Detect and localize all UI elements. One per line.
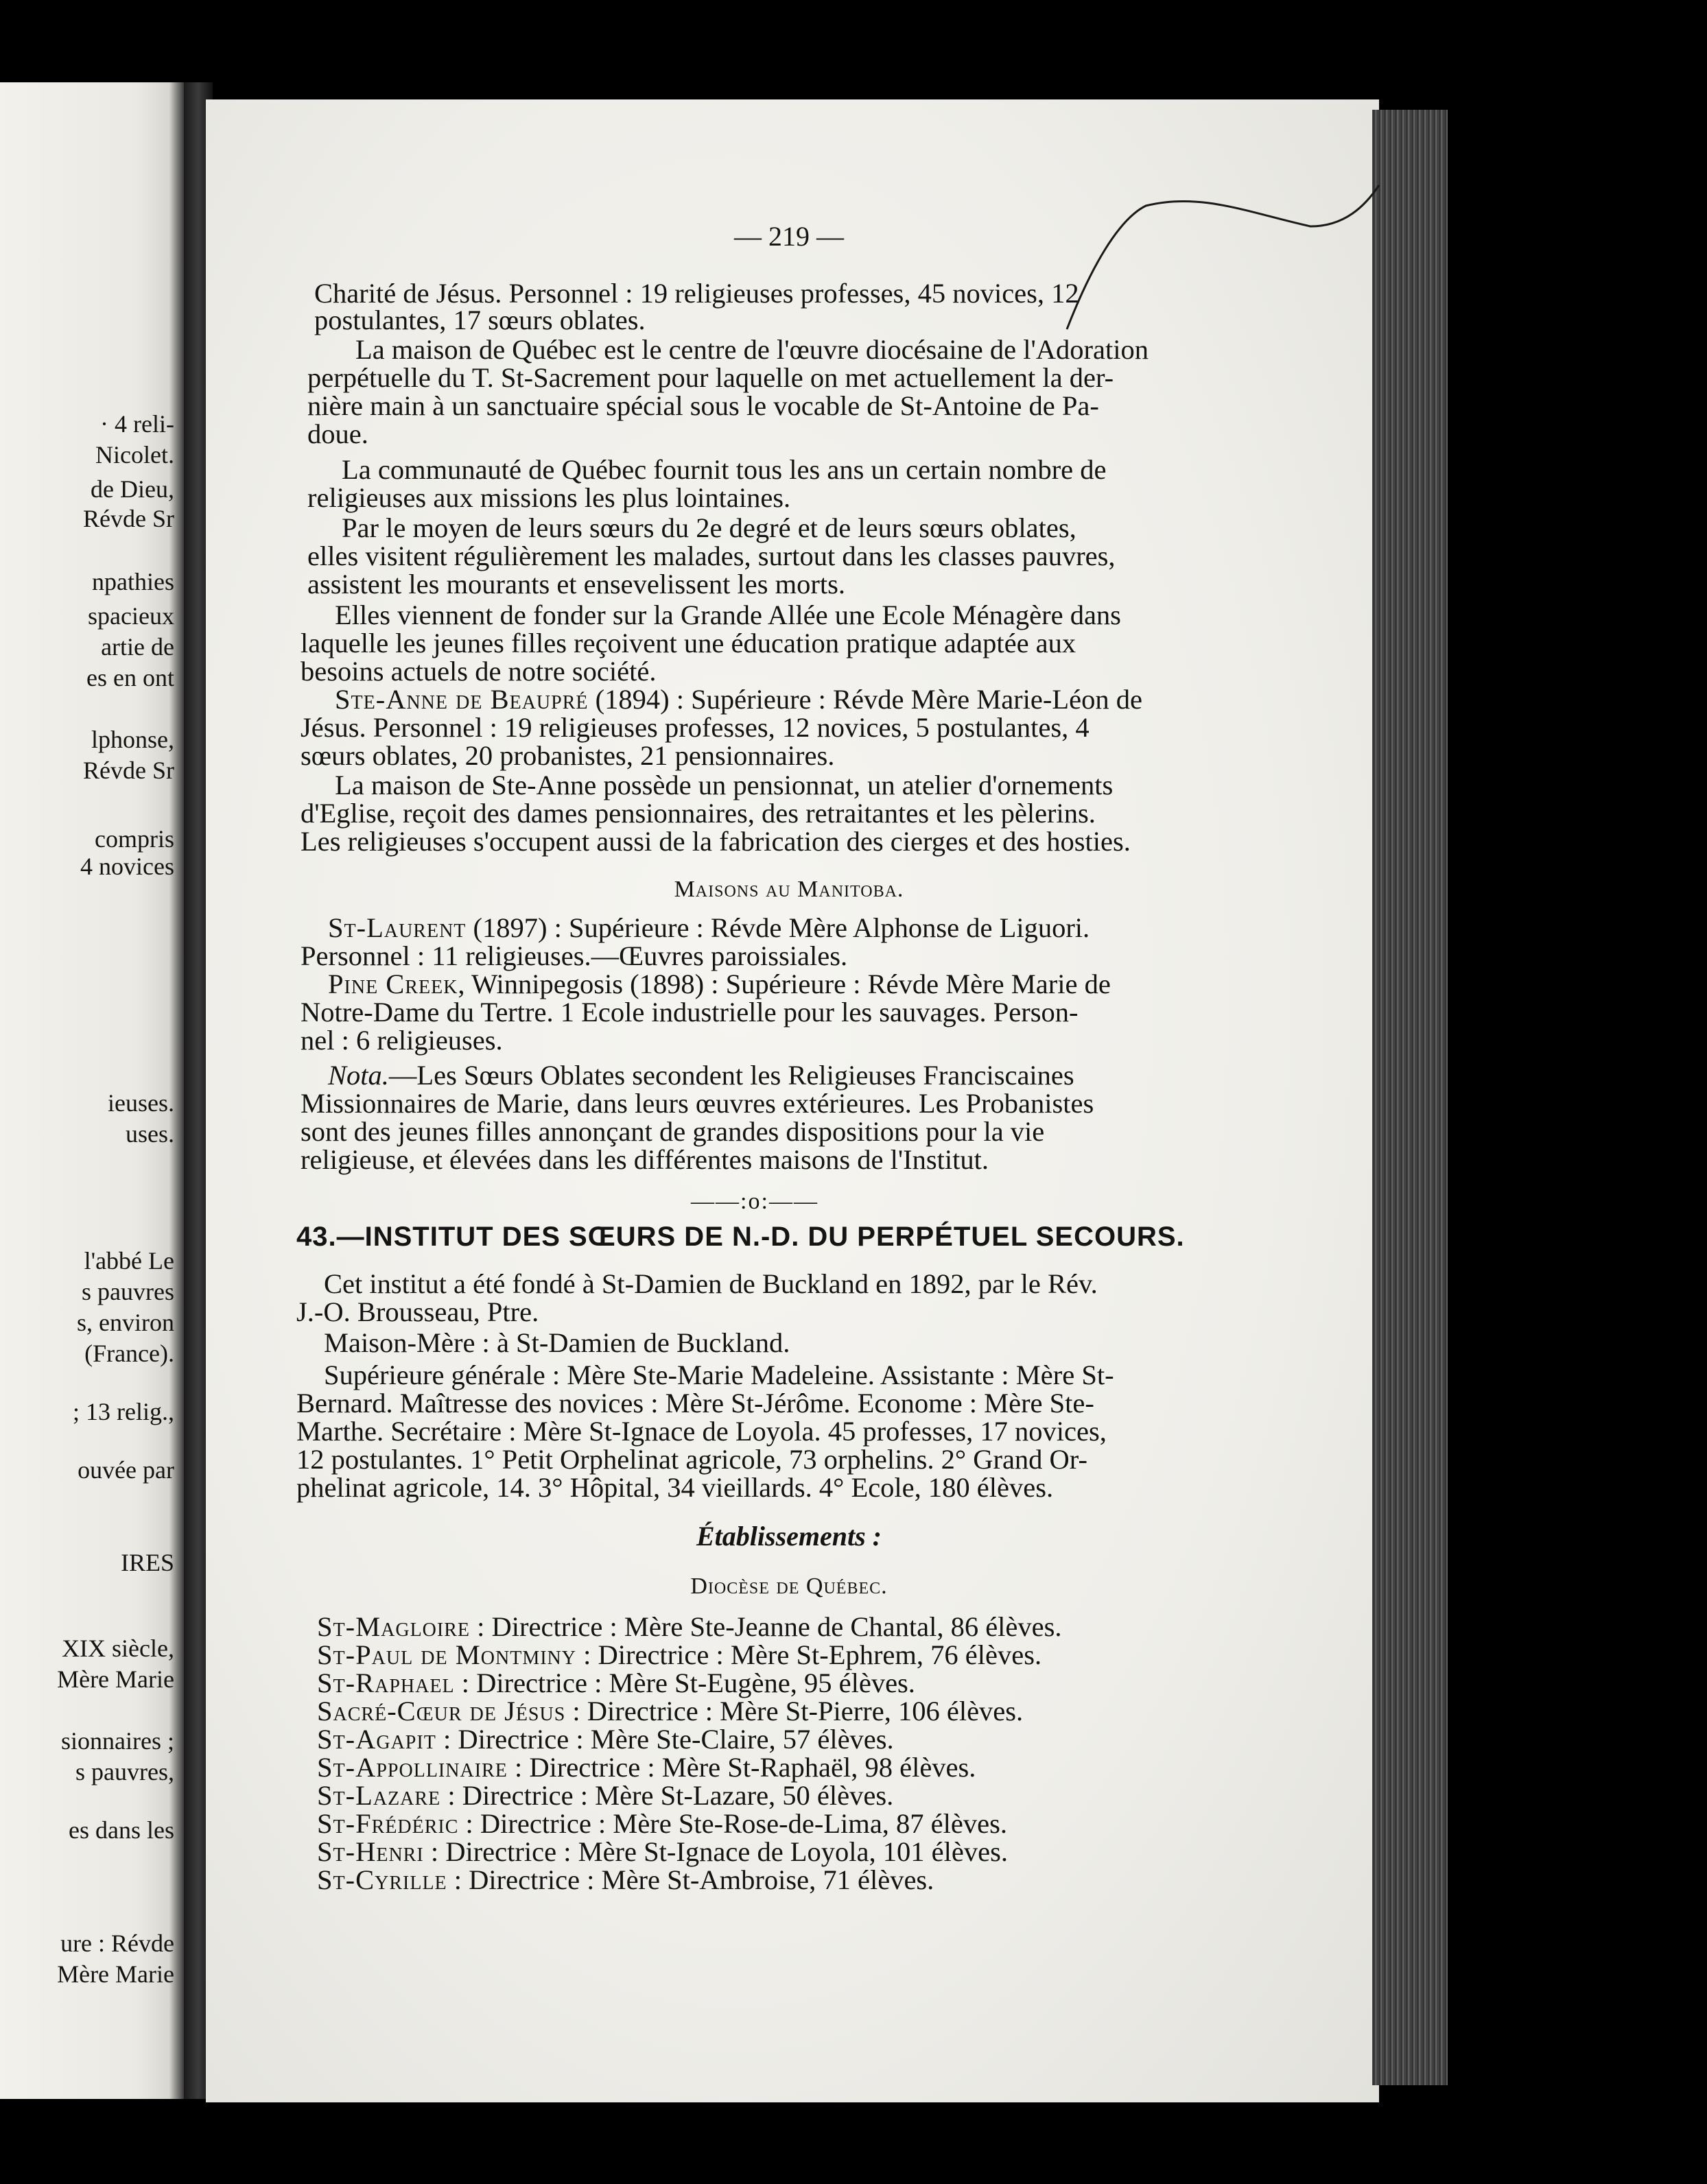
left-fragment: l'abbé Le (84, 1247, 174, 1274)
left-fragment: es dans les (69, 1816, 174, 1844)
school-line (317, 1782, 893, 1810)
left-fragment: IRES (120, 1549, 174, 1576)
school-line (317, 1641, 1041, 1670)
text-line: sont des jeunes filles annonçant de grandes dispositions pour la vie (301, 1116, 1045, 1147)
text-line: religieuse, et élevées dans les différentes maisons de l'Institut. (301, 1144, 989, 1175)
text-span: : Directrice : Mère Ste-Jeanne de Chantal, 86 élèves. (470, 1611, 1062, 1642)
diocese-heading: Diocèse de Québec. (690, 1574, 888, 1599)
text-line: Jésus. Personnel : 19 religieuses professes, 12 novices, 5 postulantes, 4 (301, 712, 1090, 743)
text-line: nière main à un sanctuaire spécial sous le vocable de St-Antoine de Pa- (307, 390, 1099, 421)
place-name: St-Lazare (317, 1780, 441, 1811)
left-fragment: uses. (126, 1120, 174, 1148)
text-line (335, 686, 1142, 714)
left-fragment: compris (95, 825, 174, 853)
text-span: : Directrice : Mère Ste-Rose-de-Lima, 87 élèves. (458, 1808, 1007, 1839)
school-line (317, 1726, 894, 1754)
school-line (317, 1754, 976, 1782)
text-span: : Directrice : Mère St-Ephrem, 76 élèves. (576, 1639, 1042, 1670)
left-fragment: s pauvres (82, 1278, 174, 1305)
section-heading: Maisons au Manitoba. (674, 877, 904, 902)
page-edges (1372, 110, 1453, 2085)
etablissements-heading: Établissements : (696, 1521, 882, 1552)
left-fragment: · 4 reli- (100, 410, 174, 438)
text-line: sœurs oblates, 20 probanistes, 21 pensionnaires. (301, 740, 835, 771)
left-fragment: Mère Marie (57, 1665, 174, 1693)
left-fragment: Mère Marie (57, 1960, 174, 1988)
nota-label: Nota. (328, 1060, 389, 1091)
left-facing-page (0, 82, 184, 2099)
text-line: doue. (307, 418, 368, 449)
place-name: St-Henri (317, 1836, 424, 1867)
text-line: elles visitent régulièrement les malades, surtout dans les classes pauvres, (307, 541, 1116, 571)
place-name: St-Laurent (328, 912, 467, 943)
left-fragment: (France). (84, 1340, 174, 1367)
text-span: : Directrice : Mère St-Pierre, 106 élèves. (565, 1696, 1024, 1726)
text-line: Bernard. Maîtresse des novices : Mère St-Jérôme. Econome : Mère Ste- (296, 1388, 1094, 1419)
place-name: St-Appollinaire (317, 1752, 508, 1783)
school-line (317, 1810, 1007, 1838)
school-line (317, 1698, 1023, 1726)
place-name: Pine Creek (328, 969, 458, 999)
left-fragment: de Dieu, (91, 475, 174, 503)
place-name: Ste-Anne de Beaupré (335, 684, 589, 715)
place-name: St-Magloire (317, 1611, 470, 1642)
place-name: St-Paul de Montminy (317, 1639, 576, 1670)
text-line: d'Eglise, reçoit des dames pensionnaires, des retraitantes et les pèlerins. (301, 798, 1096, 829)
school-line (317, 1613, 1062, 1641)
school-line (317, 1667, 915, 1698)
left-fragment: Révde Sr (83, 505, 174, 532)
text-line: Maison-Mère : à St-Damien de Buckland. (324, 1327, 790, 1358)
text-line (328, 1062, 1074, 1090)
text-line: nel : 6 religieuses. (301, 1025, 503, 1056)
school-line (317, 1838, 1008, 1866)
text-line: J.-O. Brousseau, Ptre. (296, 1296, 539, 1327)
text-line: Par le moyen de leurs sœurs du 2e degré et de leurs sœurs oblates, (342, 512, 1076, 543)
text-span: : Directrice : Mère St-Ambroise, 71 élèves. (447, 1864, 934, 1895)
text-span: (1894) : Supérieure : Révde Mère Marie-Léon de (588, 684, 1142, 715)
left-fragment: s pauvres, (75, 1758, 174, 1785)
text-line: besoins actuels de notre société. (301, 656, 657, 687)
left-fragment: artie de (101, 633, 174, 661)
text-line: religieuses aux missions les plus lointaines. (307, 482, 791, 513)
left-fragment: ouvée par (78, 1456, 174, 1484)
text-line: Marthe. Secrétaire : Mère St-Ignace de Loyola. 45 professes, 17 novices, (296, 1416, 1107, 1447)
left-fragment: ure : Révde (60, 1930, 174, 1957)
text-line: laquelle les jeunes filles reçoivent une éducation pratique adaptée aux (301, 628, 1076, 658)
text-line: La maison de Québec est le centre de l'œuvre diocésaine de l'Adoration (355, 334, 1149, 365)
text-line: phelinat agricole, 14. 3° Hôpital, 34 vieillards. 4° Ecole, 180 élèves. (296, 1472, 1054, 1503)
text-span: : Directrice : Mère St-Raphaël, 98 élèves. (507, 1752, 976, 1783)
left-fragment: ieuses. (108, 1089, 174, 1117)
text-span: : Directrice : Mère St-Eugène, 95 élèves. (454, 1667, 915, 1698)
text-line: Notre-Dame du Tertre. 1 Ecole industrielle pour les sauvages. Person- (301, 997, 1079, 1028)
place-name: St-Frédéric (317, 1808, 459, 1839)
text-span: (1897) : Supérieure : Révde Mère Alphonse de Liguori. (466, 912, 1090, 943)
text-line: La maison de Ste-Anne possède un pensionnat, un atelier d'ornements (335, 770, 1114, 800)
text-line: postulantes, 17 sœurs oblates. (314, 305, 646, 335)
text-line: perpétuelle du T. St-Sacrement pour laquelle on met actuellement la der- (307, 362, 1114, 393)
text-line: assistent les mourants et ensevelissent les morts. (307, 569, 845, 600)
place-name: St-Cyrille (317, 1864, 447, 1895)
text-line: La communauté de Québec fournit tous les ans un certain nombre de (342, 454, 1107, 485)
text-span: : Directrice : Mère St-Ignace de Loyola, 101 élèves. (423, 1836, 1008, 1867)
left-fragment: ; 13 relig., (73, 1398, 174, 1425)
left-fragment: s, environ (77, 1309, 174, 1336)
left-fragment: lphonse, (91, 726, 174, 753)
section-separator: ——:o:—— (691, 1189, 819, 1214)
text-span: : Directrice : Mère St-Lazare, 50 élèves. (440, 1780, 894, 1811)
school-line (317, 1866, 934, 1895)
left-fragment: 4 novices (80, 853, 174, 880)
text-line: Missionnaires de Marie, dans leurs œuvres extérieures. Les Probanistes (301, 1088, 1094, 1119)
text-line (328, 914, 1090, 942)
text-span: : Directrice : Mère Ste-Claire, 57 élèves. (436, 1724, 894, 1755)
text-line: Personnel : 11 religieuses.—Œuvres paroissiales. (301, 940, 848, 971)
text-span: —Les Sœurs Oblates secondent les Religieuses Franciscaines (388, 1060, 1074, 1091)
text-line (328, 971, 1111, 999)
left-fragment: es en ont (86, 664, 174, 691)
institut-heading: 43.—INSTITUT DES SŒURS DE N.-D. DU PERPÉTUEL SECOURS. (296, 1222, 1185, 1252)
text-span: , Winnipegosis (1898) : Supérieure : Révde Mère Marie de (458, 969, 1111, 999)
place-name: St-Agapit (317, 1724, 436, 1755)
place-name: Sacré-Cœur de Jésus (317, 1696, 566, 1726)
text-line: 12 postulantes. 1° Petit Orphelinat agricole, 73 orphelins. 2° Grand Or- (296, 1444, 1087, 1475)
text-line: Elles viennent de fonder sur la Grande Allée une Ecole Ménagère dans (335, 600, 1121, 630)
text-line: Supérieure générale : Mère Ste-Marie Madeleine. Assistante : Mère St- (324, 1360, 1114, 1390)
left-fragment: Nicolet. (95, 441, 174, 468)
left-fragment: Révde Sr (83, 757, 174, 784)
left-fragment: spacieux (88, 602, 174, 630)
edge-shadow (1448, 96, 1707, 2106)
text-line: Cet institut a été fondé à St-Damien de Buckland en 1892, par le Rév. (324, 1268, 1098, 1299)
left-fragment: sionnaires ; (61, 1727, 174, 1755)
page-number: — 219 — (734, 221, 844, 252)
left-fragment: npathies (92, 568, 174, 595)
text-line: Charité de Jésus. Personnel : 19 religieuses professes, 45 novices, 12 (314, 278, 1079, 309)
text-line: Les religieuses s'occupent aussi de la fabrication des cierges et des hosties. (301, 826, 1131, 857)
place-name: St-Raphael (317, 1667, 455, 1698)
left-fragment: XIX siècle, (62, 1635, 174, 1662)
